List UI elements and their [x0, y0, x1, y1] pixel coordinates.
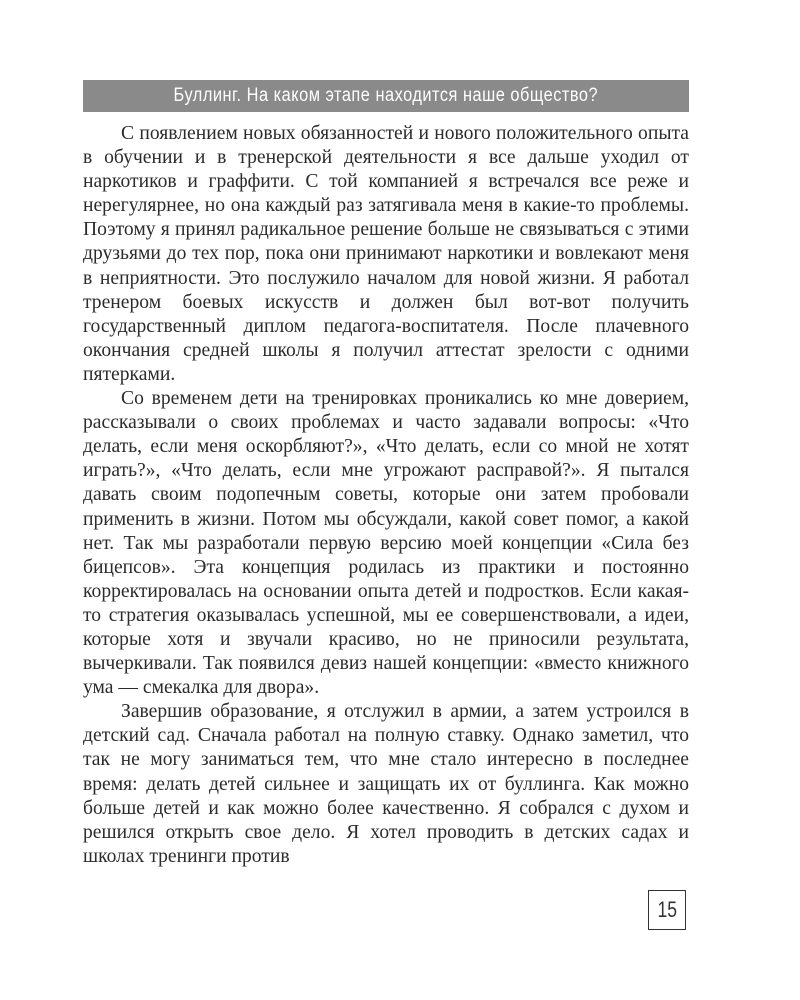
page-body [83, 122, 689, 869]
running-header [83, 80, 689, 112]
page-number-box [648, 890, 686, 930]
page-number: 15 [657, 897, 677, 922]
paragraph: С появлением новых обязанностей и нового положительного опыта в обучении и в тренерской деятельности я все дальше уходил от наркотиков и граффити. С той компанией я встречался все реже и нерегулярнее, но она каждый раз затягивала меня в какие-то проблемы. Поэтому я принял радикальное решение больше не связываться с этими друзьями до тех пор, пока они принимают наркотики и вовлекают меня в неприятности. Это послужило началом для новой жизни. Я работал тренером боевых искусств и должен был вот-вот получить государственный диплом педагога-воспитателя. После плачевного окончания средней школы я получил аттестат зрелости с одними пятерками. [83, 123, 689, 385]
paragraph: Завершив образование, я отслужил в армии, а затем устроился в детский сад. Сначала работал на полную ставку. Однако заметил, что так не могу заниматься тем, что мне стало интересно в последнее время: делать детей сильнее и защищать их от буллинга. Как можно больше детей и как можно более качественно. Я собрался с духом и решился открыть свое дело. Я хотел проводить в детских садах и школах тренинги против [83, 701, 689, 867]
running-header-title: Буллинг. На каком этапе находится наше общество? [173, 85, 599, 106]
paragraph: Со временем дети на тренировках проникались ко мне доверием, рассказывали о своих проблемах и часто задавали вопросы: «Что делать, если меня оскорбляют?», «Что делать, если со мной не хотят играть?», «Что делать, если мне угрожают расправой?». Я пытался давать своим подопечным советы, которые они затем пробовали применить в жизни. Потом мы обсуждали, какой совет помог, а какой нет. Так мы разработали первую версию моей концепции «Сила без бицепсов». Эта концепция родилась из практики и постоянно корректировалась на основании опыта детей и подростков. Если какая-то стратегия оказывалась успешной, мы ее совершенствовали, а идеи, которые хотя и звучали красиво, но не приносили результата, вычеркивали. Так появился девиз нашей концепции: «вместо книжного ума — смекалка для двора». [83, 388, 689, 699]
